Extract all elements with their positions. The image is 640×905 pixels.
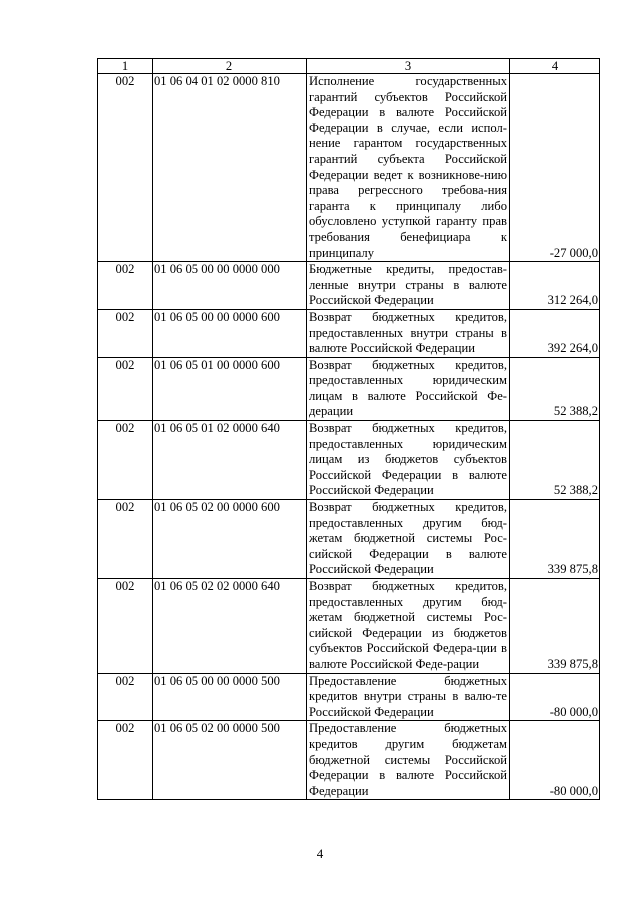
table-body — [98, 74, 600, 800]
budget-code-cell: 01 06 05 02 02 0000 640 — [153, 579, 307, 674]
amount-cell: 52 388,2 — [510, 421, 600, 500]
table-row — [98, 673, 600, 721]
admin-code-cell: 002 — [98, 262, 153, 310]
admin-code-cell: 002 — [98, 421, 153, 500]
table-row — [98, 357, 600, 420]
amount-cell: 339 875,8 — [510, 579, 600, 674]
description-cell: Возврат бюджетных кредитов, предоставленных другим бюд-жетам бюджетной системы Рос-сийской Федерации в валюте Российской Федерации — [307, 500, 510, 579]
budget-code-cell: 01 06 05 00 00 0000 500 — [153, 673, 307, 721]
table-row — [98, 500, 600, 579]
description-cell: Предоставление бюджетных кредитов внутри страны в валю-те Российской Федерации — [307, 673, 510, 721]
budget-code-cell: 01 06 05 01 00 0000 600 — [153, 357, 307, 420]
table-row — [98, 721, 600, 800]
description-cell: Возврат бюджетных кредитов, предоставленных внутри страны в валюте Российской Федерации — [307, 309, 510, 357]
table-row — [98, 309, 600, 357]
header-col-1: 1 — [98, 59, 153, 74]
header-col-2: 2 — [153, 59, 307, 74]
table-row — [98, 421, 600, 500]
budget-code-cell: 01 06 04 01 02 0000 810 — [153, 74, 307, 262]
table-row — [98, 579, 600, 674]
amount-cell: -27 000,0 — [510, 74, 600, 262]
budget-table — [97, 58, 600, 800]
description-cell: Возврат бюджетных кредитов, предоставленных другим бюд-жетам бюджетной системы Рос-сийской Федерации из бюджетов субъектов Российской Федера-ции в валюте Российской Феде-рации — [307, 579, 510, 674]
table-header — [98, 59, 600, 74]
admin-code-cell: 002 — [98, 309, 153, 357]
description-cell: Исполнение государственных гарантий субъектов Российской Федерации в валюте Российской Федерации в случае, если испол-нение гарантом государственных гарантий субъекта Российской Федерации ведет к возникнове-нию права регрессного требова-ния гаранта к принципалу либо обусловлено уступкой гаранту прав требования бенефициара к принципалу — [307, 74, 510, 262]
header-row — [98, 59, 600, 74]
budget-code-cell: 01 06 05 00 00 0000 600 — [153, 309, 307, 357]
page-number: 4 — [316, 846, 324, 861]
admin-code-cell: 002 — [98, 74, 153, 262]
admin-code-cell: 002 — [98, 721, 153, 800]
amount-cell: 392 264,0 — [510, 309, 600, 357]
amount-cell: -80 000,0 — [510, 721, 600, 800]
description-cell: Предоставление бюджетных кредитов другим бюджетам бюджетной системы Российской Федерации в валюте Российской Федерации — [307, 721, 510, 800]
admin-code-cell: 002 — [98, 579, 153, 674]
description-cell: Возврат бюджетных кредитов, предоставленных юридическим лицам в валюте Российской Фе-дерации — [307, 357, 510, 420]
budget-code-cell: 01 06 05 02 00 0000 500 — [153, 721, 307, 800]
amount-cell: 339 875,8 — [510, 500, 600, 579]
budget-code-cell: 01 06 05 01 02 0000 640 — [153, 421, 307, 500]
table-row — [98, 262, 600, 310]
admin-code-cell: 002 — [98, 357, 153, 420]
amount-cell: 312 264,0 — [510, 262, 600, 310]
amount-cell: 52 388,2 — [510, 357, 600, 420]
budget-code-cell: 01 06 05 02 00 0000 600 — [153, 500, 307, 579]
admin-code-cell: 002 — [98, 673, 153, 721]
admin-code-cell: 002 — [98, 500, 153, 579]
description-cell: Бюджетные кредиты, предостав-ленные внутри страны в валюте Российской Федерации — [307, 262, 510, 310]
table-row — [98, 74, 600, 262]
description-cell: Возврат бюджетных кредитов, предоставленных юридическим лицам из бюджетов субъектов Российской Федерации в валюте Российской Федерации — [307, 421, 510, 500]
amount-cell: -80 000,0 — [510, 673, 600, 721]
budget-code-cell: 01 06 05 00 00 0000 000 — [153, 262, 307, 310]
header-col-4: 4 — [510, 59, 600, 74]
header-col-3: 3 — [307, 59, 510, 74]
